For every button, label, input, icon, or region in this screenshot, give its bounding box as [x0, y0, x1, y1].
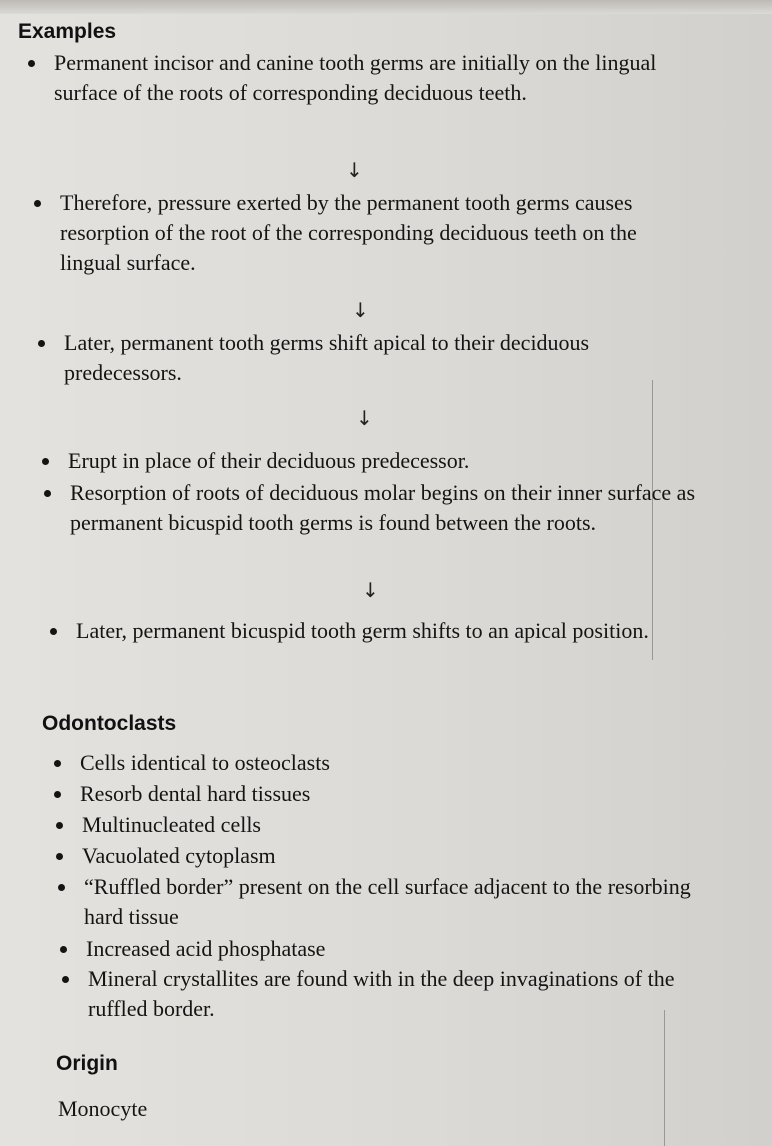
examples-heading: Examples [18, 20, 117, 43]
bullet-icon [54, 791, 61, 798]
list-item: Mineral crystallites are found with in the deep invaginations of the ruffled border. [88, 964, 728, 1024]
list-item: “Ruffled border” present on the cell surface adjacent to the resorbing hard tissue [84, 872, 724, 932]
list-item: Later, permanent bicuspid tooth germ shifts to an apical position. [76, 616, 710, 646]
bullet-icon [50, 628, 57, 635]
arrow-down-icon: ↓ [346, 158, 363, 182]
list-item: Resorption of roots of deciduous molar begins on their inner surface as permanent bicuspid tooth germs is found between the roots. [70, 478, 710, 538]
bullet-icon [60, 946, 67, 953]
bullet-icon [42, 458, 49, 465]
bleed-through-rule [664, 1010, 665, 1146]
bullet-icon [54, 760, 61, 767]
list-item: Increased acid phosphatase [86, 934, 706, 964]
bullet-icon [56, 853, 63, 860]
odontoclasts-heading: Odontoclasts [42, 712, 177, 735]
arrow-down-icon: ↓ [362, 578, 379, 602]
list-item: Multinucleated cells [82, 810, 702, 840]
list-item: Therefore, pressure exerted by the permanent tooth germs causes resorption of the root of the corresponding deciduous teeth on the lingual surface. [60, 188, 696, 278]
bullet-icon [38, 340, 45, 347]
bullet-icon [58, 884, 65, 891]
arrow-down-icon: ↓ [356, 406, 373, 430]
origin-heading: Origin [56, 1052, 118, 1075]
list-item: Erupt in place of their deciduous predecessor. [68, 446, 708, 476]
list-item: Vacuolated cytoplasm [82, 841, 702, 871]
list-item: Later, permanent tooth germs shift apical to their deciduous predecessors. [64, 328, 704, 388]
bullet-icon [62, 976, 69, 983]
arrow-down-icon: ↓ [352, 298, 369, 322]
origin-value: Monocyte [58, 1096, 148, 1121]
bullet-icon [34, 200, 41, 207]
list-item: Permanent incisor and canine tooth germs are initially on the lingual surface of the roots of corresponding deciduous teeth. [54, 48, 694, 108]
bullet-icon [44, 490, 51, 497]
list-item: Cells identical to osteoclasts [80, 748, 700, 778]
list-item: Resorb dental hard tissues [80, 779, 700, 809]
previous-page-strip [0, 0, 772, 14]
bullet-icon [28, 60, 35, 67]
bullet-icon [56, 822, 63, 829]
